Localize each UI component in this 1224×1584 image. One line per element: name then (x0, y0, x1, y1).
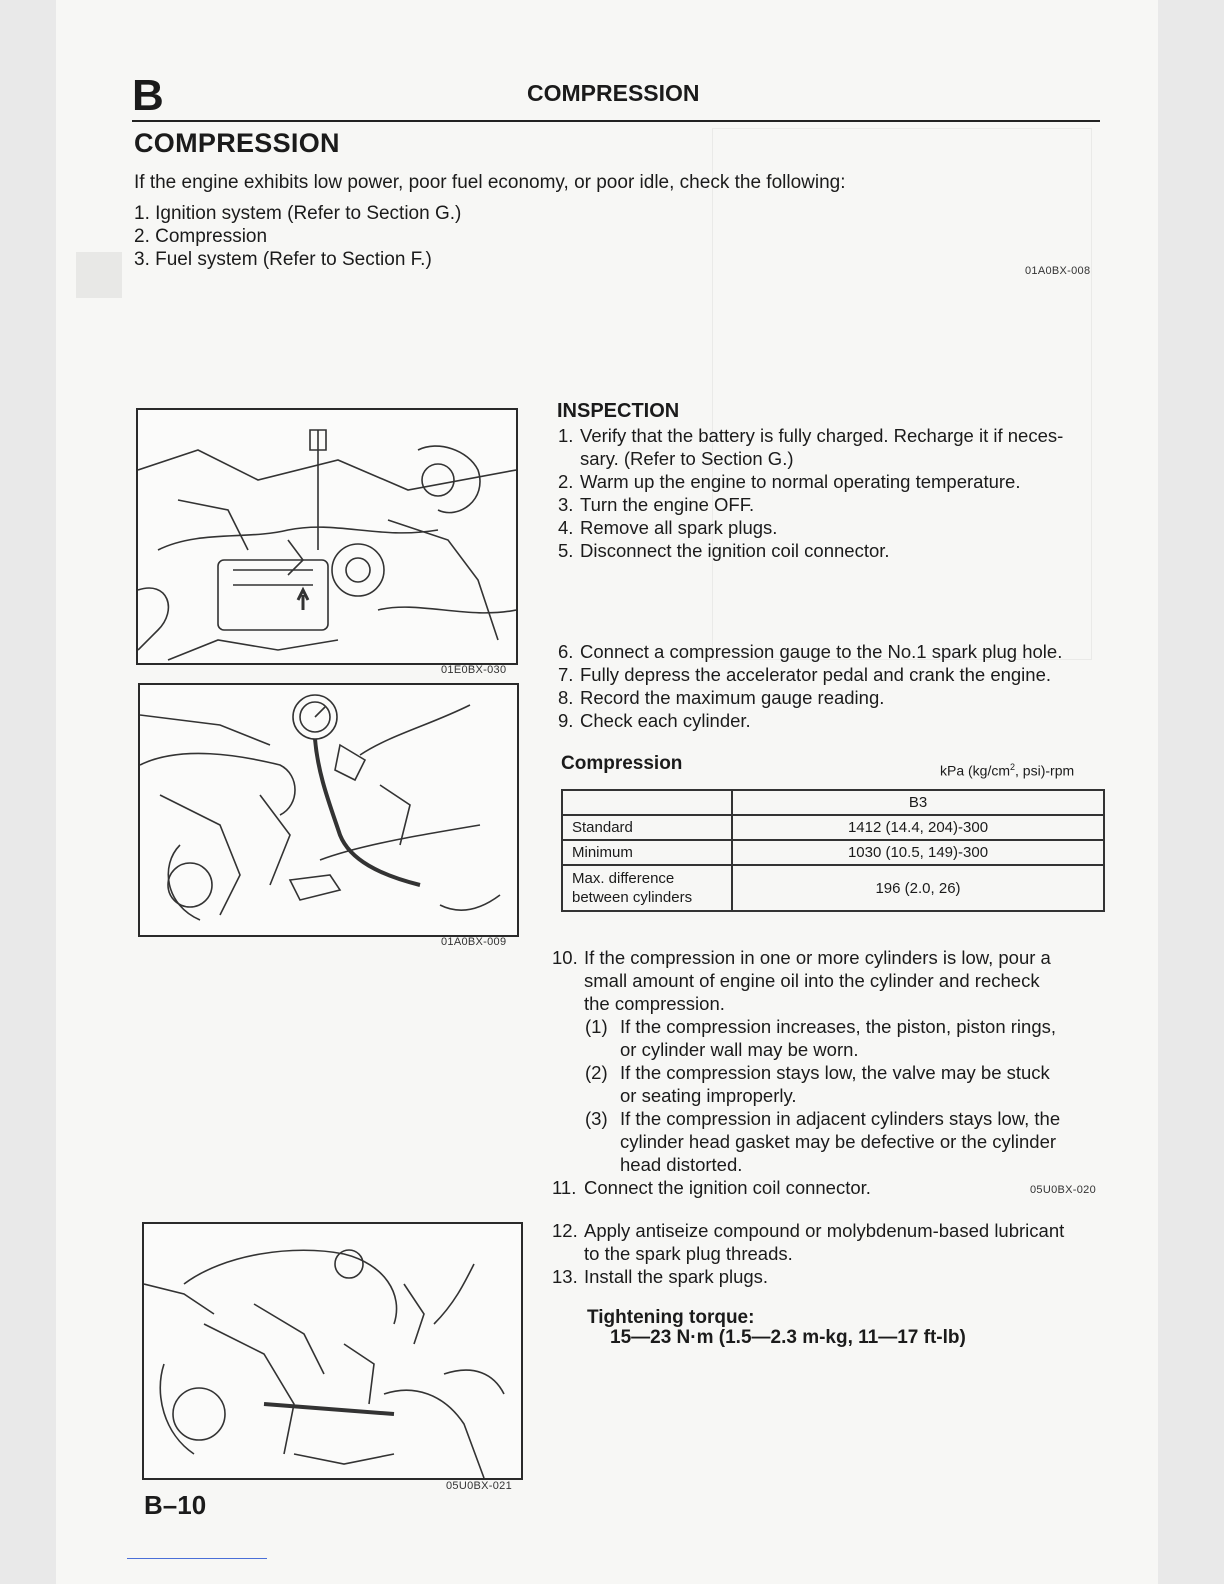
header-divider (132, 120, 1100, 122)
step-number: 5. (558, 540, 574, 561)
step-text: Apply antiseize compound or molybdenum-based lubricant (584, 1220, 1065, 1241)
torque-title: Tightening torque: (587, 1307, 755, 1328)
spark-plug-wrench-illustration-icon (144, 1224, 521, 1478)
figure-spark-plug-install (142, 1222, 523, 1480)
step-text: Turn the engine OFF. (580, 494, 755, 515)
table-row (562, 840, 1104, 865)
unit-superscript: 2 (1010, 762, 1016, 772)
unit-suffix: , psi)-rpm (1015, 762, 1075, 779)
step-11-ref-code: 05U0BX-020 (1030, 1184, 1096, 1196)
step-text: Record the maximum gauge reading. (580, 687, 885, 708)
row-value: 1030 (10.5, 149)-300 (732, 840, 1104, 865)
table-corner-cell (562, 790, 732, 815)
table-row (562, 865, 1104, 911)
step-number: 13. (552, 1266, 578, 1287)
step-number: 1. (558, 425, 574, 446)
page-number: B–10 (144, 1490, 207, 1520)
step-number: 6. (558, 641, 574, 662)
figure-code-3: 05U0BX-021 (446, 1480, 512, 1492)
step-text: Remove all spark plugs. (580, 517, 778, 538)
intro-ref-code: 01A0BX-008 (1025, 265, 1091, 277)
step-number: 9. (558, 710, 574, 731)
step-number: 12. (552, 1220, 578, 1241)
step-number: 10. (552, 947, 578, 968)
row-label: Minimum (562, 840, 732, 865)
substep-text: If the compression increases, the piston, piston rings, (620, 1016, 1056, 1037)
list-item: 1. Ignition system (Refer to Section G.) (134, 203, 462, 224)
step-number: 4. (558, 517, 574, 538)
figure-code-1: 01E0BX-030 (441, 664, 507, 676)
compression-spec-table (561, 789, 1105, 912)
bleed-through-ghost (712, 128, 1092, 660)
torque-value: 15—23 N·m (1.5—2.3 m-kg, 11—17 ft-lb) (610, 1327, 966, 1348)
substep-text: cylinder head gasket may be defective or the cylinder (620, 1131, 1057, 1152)
step-text: Fully depress the accelerator pedal and crank the engine. (580, 664, 1052, 685)
engine-coil-connector-illustration-icon (138, 410, 516, 663)
substep-text: head distorted. (620, 1154, 743, 1175)
step-text: Disconnect the ignition coil connector. (580, 540, 890, 561)
compression-gauge-illustration-icon (140, 685, 517, 935)
step-text: Verify that the battery is fully charged. Recharge it if neces- (580, 425, 1064, 446)
step-text: Connect a compression gauge to the No.1 spark plug hole. (580, 641, 1063, 662)
step-text: If the compression in one or more cylinders is low, pour a (584, 947, 1051, 968)
substep-number: (3) (585, 1108, 608, 1129)
intro-check-list (134, 202, 461, 271)
step-number: 2. (558, 471, 574, 492)
step-text: Check each cylinder. (580, 710, 751, 731)
step-text: to the spark plug threads. (584, 1243, 793, 1264)
row-value: 1412 (14.4, 204)-300 (732, 815, 1104, 840)
step-number: 3. (558, 494, 574, 515)
row-label (562, 865, 732, 911)
step-text: Warm up the engine to normal operating temperature. (580, 471, 1021, 492)
row-label: Standard (562, 815, 732, 840)
page-heading: COMPRESSION (134, 128, 340, 158)
step-number: 7. (558, 664, 574, 685)
list-item: 3. Fuel system (Refer to Section F.) (134, 249, 432, 270)
list-item: 2. Compression (134, 226, 268, 247)
section-letter: B (132, 71, 164, 120)
substep-text: If the compression stays low, the valve may be stuck (620, 1062, 1050, 1083)
step-text: small amount of engine oil into the cylinder and recheck (584, 970, 1040, 991)
column-header: B3 (732, 790, 1104, 815)
step-text: Connect the ignition coil connector. (584, 1177, 871, 1198)
link-underline (127, 1558, 267, 1559)
unit-prefix: kPa (kg/cm (940, 762, 1011, 779)
step-text: sary. (Refer to Section G.) (580, 448, 794, 469)
header-title: COMPRESSION (527, 80, 700, 106)
row-label-line: Max. difference (572, 870, 675, 887)
section-tab-shadow (76, 252, 122, 298)
intro-text: If the engine exhibits low power, poor fuel economy, or poor idle, check the following: (134, 172, 846, 193)
table-row (562, 815, 1104, 840)
inspection-heading: INSPECTION (557, 400, 680, 422)
substep-number: (2) (585, 1062, 608, 1083)
figure-code-2: 01A0BX-009 (441, 936, 507, 948)
figure-coil-connector (136, 408, 518, 665)
figure-compression-gauge (138, 683, 519, 937)
substep-text: or cylinder wall may be worn. (620, 1039, 859, 1060)
step-number: 11. (552, 1177, 577, 1198)
row-label-line: between cylinders (572, 889, 693, 906)
substep-text: If the compression in adjacent cylinders stays low, the (620, 1108, 1061, 1129)
substep-number: (1) (585, 1016, 608, 1037)
step-number: 8. (558, 687, 574, 708)
compression-unit (940, 762, 1074, 779)
step-text: Install the spark plugs. (584, 1266, 769, 1287)
substep-text: or seating improperly. (620, 1085, 797, 1106)
table-header-row (562, 790, 1104, 815)
step-text: the compression. (584, 993, 725, 1014)
compression-table-title: Compression (561, 753, 683, 774)
row-value: 196 (2.0, 26) (732, 865, 1104, 911)
